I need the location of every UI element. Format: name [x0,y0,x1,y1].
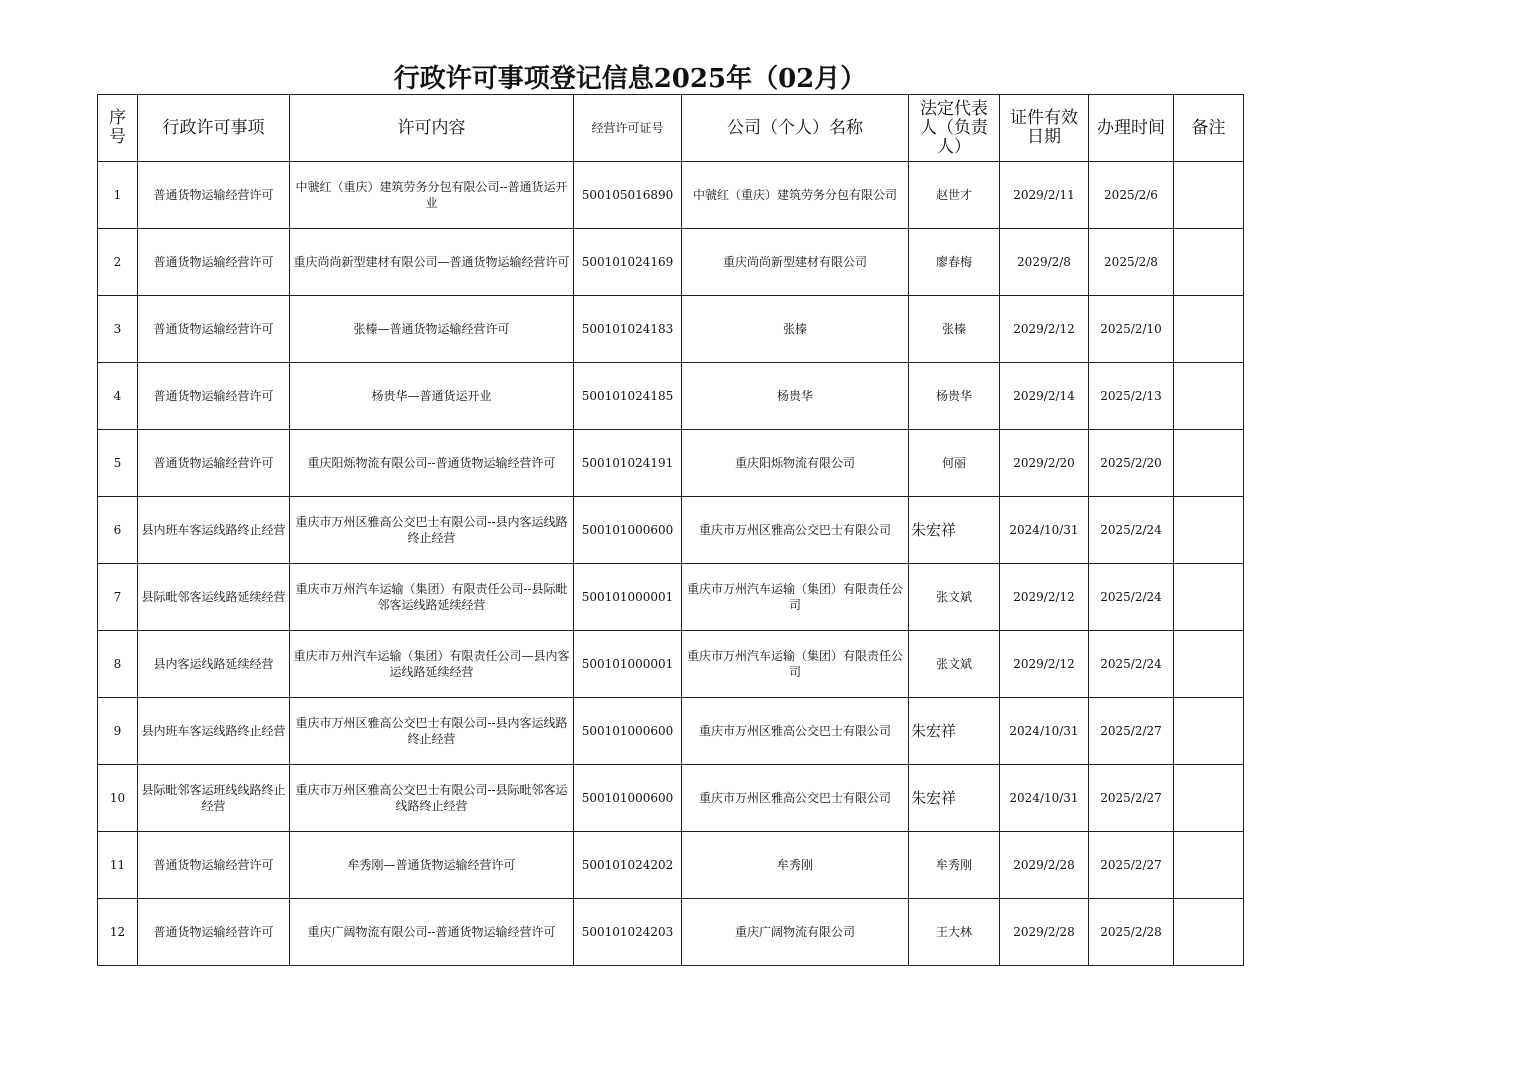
cell-serial-no: 7 [98,564,138,631]
cell-license-no: 500101024183 [574,296,682,363]
cell-process-date: 2025/2/13 [1089,363,1174,430]
cell-serial-no: 11 [98,832,138,899]
cell-valid-date: 2024/10/31 [1000,765,1089,832]
cell-process-date: 2025/2/24 [1089,564,1174,631]
cell-process-date: 2025/2/27 [1089,765,1174,832]
cell-process-date: 2025/2/8 [1089,229,1174,296]
cell-serial-no: 3 [98,296,138,363]
cell-serial-no: 4 [98,363,138,430]
cell-permit-content: 重庆市万州汽车运输（集团）有限责任公司—县内客运线路延续经营 [290,631,574,698]
table-row [98,430,1244,497]
cell-permit-item: 普通货物运输经营许可 [138,430,290,497]
cell-remarks [1174,564,1244,631]
cell-valid-date: 2029/2/12 [1000,296,1089,363]
cell-permit-item: 县内班车客运线路终止经营 [138,698,290,765]
cell-legal-representative: 杨贵华 [909,363,1000,430]
cell-process-date: 2025/2/27 [1089,698,1174,765]
cell-permit-content: 重庆尚尚新型建材有限公司—普通货物运输经营许可 [290,229,574,296]
cell-legal-representative: 朱宏祥 [909,765,1000,832]
cell-permit-item: 普通货物运输经营许可 [138,162,290,229]
table-row [98,363,1244,430]
table-row [98,162,1244,229]
cell-permit-content: 重庆阳烁物流有限公司--普通货物运输经营许可 [290,430,574,497]
cell-serial-no: 5 [98,430,138,497]
cell-company-name: 重庆市万州区雅高公交巴士有限公司 [682,497,909,564]
cell-permit-item: 县际毗邻客运班线线路终止经营 [138,765,290,832]
cell-serial-no: 2 [98,229,138,296]
cell-remarks [1174,497,1244,564]
table-row [98,631,1244,698]
header-license-no: 经营许可证号 [574,95,682,162]
cell-company-name: 重庆市万州汽车运输（集团）有限责任公司 [682,631,909,698]
table-row [98,564,1244,631]
table-row [98,296,1244,363]
cell-remarks [1174,698,1244,765]
cell-license-no: 500101000001 [574,631,682,698]
cell-company-name: 重庆阳烁物流有限公司 [682,430,909,497]
cell-permit-content: 张榛—普通货物运输经营许可 [290,296,574,363]
cell-serial-no: 12 [98,899,138,966]
cell-valid-date: 2024/10/31 [1000,698,1089,765]
cell-legal-representative: 张榛 [909,296,1000,363]
header-serial-no: 序号 [98,95,138,162]
cell-process-date: 2025/2/27 [1089,832,1174,899]
cell-remarks [1174,832,1244,899]
cell-process-date: 2025/2/20 [1089,430,1174,497]
cell-valid-date: 2029/2/28 [1000,832,1089,899]
cell-permit-item: 普通货物运输经营许可 [138,296,290,363]
cell-legal-representative: 朱宏祥 [909,698,1000,765]
cell-license-no: 500101000600 [574,698,682,765]
cell-valid-date: 2029/2/12 [1000,564,1089,631]
cell-serial-no: 1 [98,162,138,229]
cell-remarks [1174,363,1244,430]
cell-remarks [1174,296,1244,363]
cell-legal-representative: 廖春梅 [909,229,1000,296]
cell-permit-content: 杨贵华—普通货运开业 [290,363,574,430]
table-row [98,832,1244,899]
cell-license-no: 500101024169 [574,229,682,296]
cell-remarks [1174,765,1244,832]
cell-permit-content: 重庆市万州区雅高公交巴士有限公司--县内客运线路终止经营 [290,698,574,765]
cell-company-name: 杨贵华 [682,363,909,430]
cell-permit-content: 牟秀刚—普通货物运输经营许可 [290,832,574,899]
cell-license-no: 500101000600 [574,497,682,564]
cell-remarks [1174,631,1244,698]
cell-permit-item: 普通货物运输经营许可 [138,363,290,430]
cell-valid-date: 2029/2/20 [1000,430,1089,497]
cell-legal-representative: 王大林 [909,899,1000,966]
cell-license-no: 500101024203 [574,899,682,966]
cell-valid-date: 2029/2/11 [1000,162,1089,229]
cell-legal-representative: 何丽 [909,430,1000,497]
header-company-name: 公司（个人）名称 [682,95,909,162]
cell-company-name: 中虢红（重庆）建筑劳务分包有限公司 [682,162,909,229]
cell-valid-date: 2029/2/12 [1000,631,1089,698]
cell-legal-representative: 朱宏祥 [909,497,1000,564]
cell-company-name: 重庆广阔物流有限公司 [682,899,909,966]
cell-permit-item: 普通货物运输经营许可 [138,832,290,899]
cell-permit-content: 重庆广阔物流有限公司--普通货物运输经营许可 [290,899,574,966]
cell-company-name: 重庆市万州汽车运输（集团）有限责任公司 [682,564,909,631]
table-row [98,229,1244,296]
cell-process-date: 2025/2/28 [1089,899,1174,966]
table-row [98,698,1244,765]
header-valid-date: 证件有效日期 [1000,95,1089,162]
cell-license-no: 500101024191 [574,430,682,497]
cell-license-no: 500101000001 [574,564,682,631]
cell-legal-representative: 张文斌 [909,631,1000,698]
cell-company-name: 张榛 [682,296,909,363]
cell-permit-item: 普通货物运输经营许可 [138,899,290,966]
cell-serial-no: 9 [98,698,138,765]
cell-serial-no: 8 [98,631,138,698]
table-row [98,765,1244,832]
cell-serial-no: 6 [98,497,138,564]
cell-valid-date: 2024/10/31 [1000,497,1089,564]
header-remarks: 备注 [1174,95,1244,162]
cell-permit-item: 县内客运线路延续经营 [138,631,290,698]
header-permit-item: 行政许可事项 [138,95,290,162]
cell-legal-representative: 张文斌 [909,564,1000,631]
cell-permit-item: 县际毗邻客运线路延续经营 [138,564,290,631]
cell-remarks [1174,162,1244,229]
cell-permit-content: 重庆市万州区雅高公交巴士有限公司--县际毗邻客运线路终止经营 [290,765,574,832]
cell-license-no: 500105016890 [574,162,682,229]
header-process-date: 办理时间 [1089,95,1174,162]
cell-serial-no: 10 [98,765,138,832]
cell-legal-representative: 赵世才 [909,162,1000,229]
table-header-row [98,95,1244,162]
header-permit-content: 许可内容 [290,95,574,162]
cell-license-no: 500101000600 [574,765,682,832]
cell-permit-item: 普通货物运输经营许可 [138,229,290,296]
cell-permit-content: 重庆市万州汽车运输（集团）有限责任公司--县际毗邻客运线路延续经营 [290,564,574,631]
cell-process-date: 2025/2/24 [1089,631,1174,698]
cell-license-no: 500101024202 [574,832,682,899]
cell-legal-representative: 牟秀刚 [909,832,1000,899]
cell-company-name: 重庆市万州区雅高公交巴士有限公司 [682,698,909,765]
cell-company-name: 重庆尚尚新型建材有限公司 [682,229,909,296]
page-title: 行政许可事项登记信息2025年（02月） [393,64,867,94]
header-legal-representative: 法定代表人（负责人） [909,95,1000,162]
cell-company-name: 牟秀刚 [682,832,909,899]
registration-table [97,94,1244,966]
cell-remarks [1174,229,1244,296]
cell-valid-date: 2029/2/28 [1000,899,1089,966]
table-row [98,899,1244,966]
table-row [98,497,1244,564]
cell-process-date: 2025/2/24 [1089,497,1174,564]
cell-valid-date: 2029/2/14 [1000,363,1089,430]
cell-valid-date: 2029/2/8 [1000,229,1089,296]
cell-permit-content: 重庆市万州区雅高公交巴士有限公司--县内客运线路终止经营 [290,497,574,564]
cell-company-name: 重庆市万州区雅高公交巴士有限公司 [682,765,909,832]
cell-process-date: 2025/2/10 [1089,296,1174,363]
cell-remarks [1174,430,1244,497]
cell-permit-item: 县内班车客运线路终止经营 [138,497,290,564]
cell-process-date: 2025/2/6 [1089,162,1174,229]
cell-license-no: 500101024185 [574,363,682,430]
cell-remarks [1174,899,1244,966]
cell-permit-content: 中虢红（重庆）建筑劳务分包有限公司--普通货运开业 [290,162,574,229]
